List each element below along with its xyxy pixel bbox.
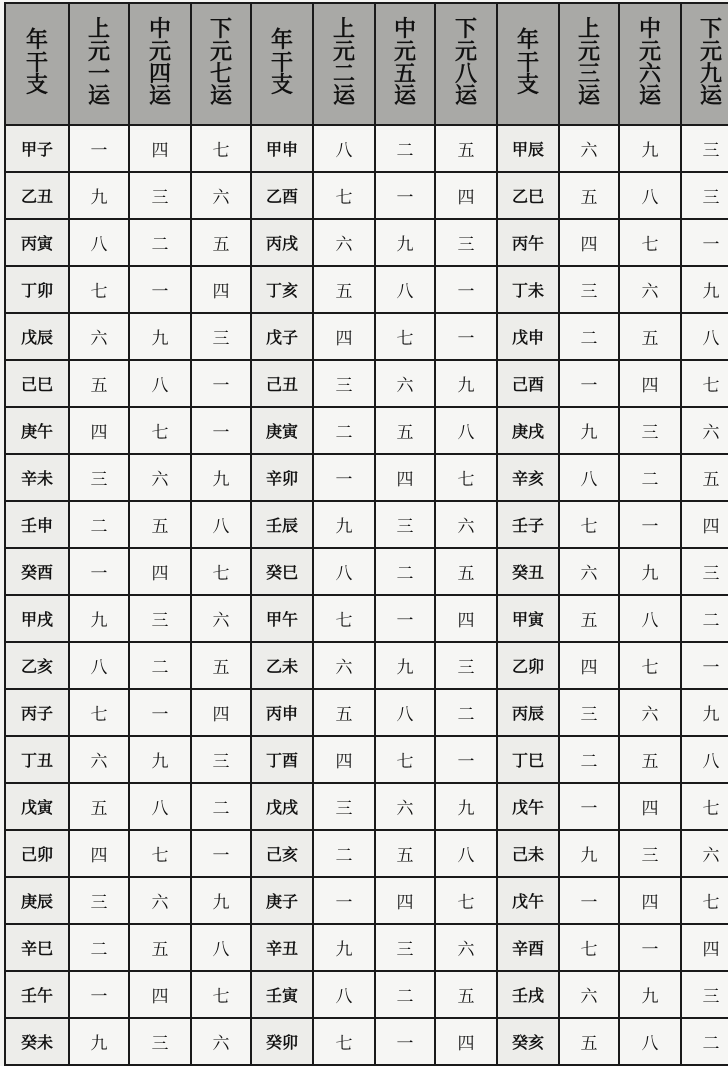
period-number-cell: 五 <box>129 501 191 548</box>
ganzhi-cell: 丁酉 <box>251 736 313 783</box>
ganzhi-cell: 庚辰 <box>5 877 69 924</box>
ganzhi-cell: 壬辰 <box>251 501 313 548</box>
header-label: 下元八运 <box>454 17 477 110</box>
table-row <box>5 924 728 971</box>
period-number-cell: 六 <box>313 219 375 266</box>
period-number-cell: 二 <box>559 736 619 783</box>
period-number-cell: 五 <box>619 736 681 783</box>
ganzhi-cell: 庚午 <box>5 407 69 454</box>
table-row <box>5 783 728 830</box>
period-number-cell: 四 <box>559 642 619 689</box>
period-number-cell: 七 <box>313 595 375 642</box>
period-number-cell: 一 <box>375 172 435 219</box>
ganzhi-cell: 乙未 <box>251 642 313 689</box>
ganzhi-cell: 丁未 <box>497 266 559 313</box>
period-number-cell: 七 <box>313 1018 375 1065</box>
period-number-cell: 四 <box>69 407 129 454</box>
period-number-cell: 六 <box>559 548 619 595</box>
period-number-cell: 七 <box>681 783 728 830</box>
table-row <box>5 642 728 689</box>
header-label: 年干支 <box>516 28 539 99</box>
period-number-cell: 三 <box>129 1018 191 1065</box>
period-number-cell: 七 <box>69 266 129 313</box>
period-number-cell: 九 <box>375 219 435 266</box>
period-number-cell: 八 <box>375 266 435 313</box>
period-number-cell: 四 <box>191 689 251 736</box>
period-number-cell: 九 <box>129 313 191 360</box>
period-number-cell: 二 <box>313 407 375 454</box>
table-row <box>5 971 728 1018</box>
header-label: 年干支 <box>270 28 293 99</box>
period-number-cell: 八 <box>129 783 191 830</box>
period-number-cell: 六 <box>435 924 497 971</box>
period-number-cell: 五 <box>559 1018 619 1065</box>
header-cell-middle-5 <box>375 3 435 125</box>
period-number-cell: 一 <box>191 830 251 877</box>
ganzhi-cell: 丙午 <box>497 219 559 266</box>
period-number-cell: 一 <box>375 595 435 642</box>
ganzhi-cell: 戊子 <box>251 313 313 360</box>
header-label: 上元一运 <box>87 17 110 110</box>
period-number-cell: 六 <box>619 266 681 313</box>
period-number-cell: 八 <box>619 595 681 642</box>
ganzhi-cell: 壬子 <box>497 501 559 548</box>
ganzhi-cell: 乙丑 <box>5 172 69 219</box>
period-number-cell: 七 <box>559 924 619 971</box>
table-row <box>5 1018 728 1065</box>
period-number-cell: 五 <box>129 924 191 971</box>
ganzhi-cell: 庚寅 <box>251 407 313 454</box>
period-number-cell: 八 <box>619 1018 681 1065</box>
period-number-cell: 八 <box>435 407 497 454</box>
ganzhi-cell: 壬午 <box>5 971 69 1018</box>
ganzhi-cell: 辛丑 <box>251 924 313 971</box>
period-number-cell: 四 <box>619 877 681 924</box>
ganzhi-cell: 丙寅 <box>5 219 69 266</box>
period-number-cell: 四 <box>375 454 435 501</box>
ganzhi-cell: 己酉 <box>497 360 559 407</box>
table-row <box>5 313 728 360</box>
period-number-cell: 四 <box>681 924 728 971</box>
table-row <box>5 595 728 642</box>
ganzhi-cell: 丙戌 <box>251 219 313 266</box>
table-row <box>5 548 728 595</box>
period-number-cell: 六 <box>69 313 129 360</box>
period-number-cell: 九 <box>69 172 129 219</box>
header-label: 下元九运 <box>699 17 722 110</box>
header-label: 下元七运 <box>209 17 232 110</box>
period-number-cell: 二 <box>313 830 375 877</box>
period-number-cell: 一 <box>129 689 191 736</box>
period-number-cell: 四 <box>681 501 728 548</box>
period-number-cell: 三 <box>559 266 619 313</box>
period-number-cell: 一 <box>435 266 497 313</box>
period-number-cell: 三 <box>129 172 191 219</box>
period-number-cell: 一 <box>559 877 619 924</box>
period-number-cell: 九 <box>619 548 681 595</box>
period-number-cell: 五 <box>69 360 129 407</box>
period-number-cell: 九 <box>191 454 251 501</box>
header-cell-year-ganzhi-1 <box>5 3 69 125</box>
ganzhi-cell: 癸亥 <box>497 1018 559 1065</box>
ganzhi-cell: 辛亥 <box>497 454 559 501</box>
period-number-cell: 四 <box>191 266 251 313</box>
period-number-cell: 三 <box>681 172 728 219</box>
ganzhi-cell: 戊辰 <box>5 313 69 360</box>
ganzhi-cell: 戊午 <box>497 877 559 924</box>
header-row <box>5 3 728 125</box>
period-number-cell: 一 <box>191 360 251 407</box>
period-number-cell: 一 <box>619 924 681 971</box>
period-number-cell: 六 <box>619 689 681 736</box>
period-number-cell: 二 <box>681 1018 728 1065</box>
period-number-cell: 五 <box>435 548 497 595</box>
period-number-cell: 六 <box>435 501 497 548</box>
period-number-cell: 五 <box>435 125 497 172</box>
ganzhi-cell: 乙酉 <box>251 172 313 219</box>
period-number-cell: 二 <box>435 689 497 736</box>
period-number-cell: 三 <box>559 689 619 736</box>
period-number-cell: 九 <box>559 407 619 454</box>
period-number-cell: 九 <box>69 1018 129 1065</box>
period-number-cell: 九 <box>619 125 681 172</box>
ganzhi-cell: 甲寅 <box>497 595 559 642</box>
table-row <box>5 689 728 736</box>
period-number-cell: 六 <box>191 595 251 642</box>
period-number-cell: 二 <box>69 501 129 548</box>
header-cell-middle-6 <box>619 3 681 125</box>
header-cell-middle-4 <box>129 3 191 125</box>
ganzhi-cell: 丁卯 <box>5 266 69 313</box>
period-number-cell: 二 <box>129 219 191 266</box>
ganzhi-cell: 己亥 <box>251 830 313 877</box>
header-cell-year-ganzhi-2 <box>251 3 313 125</box>
period-number-cell: 二 <box>681 595 728 642</box>
period-number-cell: 一 <box>313 877 375 924</box>
period-number-cell: 一 <box>619 501 681 548</box>
header-label: 年干支 <box>25 28 48 99</box>
period-number-cell: 二 <box>191 783 251 830</box>
period-number-cell: 八 <box>435 830 497 877</box>
table-row <box>5 877 728 924</box>
table-row <box>5 266 728 313</box>
period-number-cell: 七 <box>435 877 497 924</box>
period-number-cell: 一 <box>681 219 728 266</box>
period-number-cell: 九 <box>435 360 497 407</box>
ganzhi-cell: 乙亥 <box>5 642 69 689</box>
period-number-cell: 九 <box>681 689 728 736</box>
period-number-cell: 六 <box>681 830 728 877</box>
header-cell-lower-8 <box>435 3 497 125</box>
ganzhi-cell: 丁丑 <box>5 736 69 783</box>
period-number-cell: 四 <box>129 971 191 1018</box>
period-number-cell: 七 <box>69 689 129 736</box>
ganzhi-cell: 辛酉 <box>497 924 559 971</box>
period-number-cell: 九 <box>619 971 681 1018</box>
period-number-cell: 三 <box>375 924 435 971</box>
header-cell-upper-1 <box>69 3 129 125</box>
period-number-cell: 三 <box>681 548 728 595</box>
period-number-cell: 二 <box>375 125 435 172</box>
period-number-cell: 七 <box>619 642 681 689</box>
ganzhi-cell: 癸丑 <box>497 548 559 595</box>
year-stem-branch-period-table <box>4 2 722 1054</box>
period-number-cell: 五 <box>69 783 129 830</box>
period-number-cell: 六 <box>559 971 619 1018</box>
period-number-cell: 五 <box>191 219 251 266</box>
period-number-cell: 九 <box>191 877 251 924</box>
ganzhi-cell: 戊寅 <box>5 783 69 830</box>
period-number-cell: 六 <box>191 1018 251 1065</box>
period-number-cell: 七 <box>559 501 619 548</box>
ganzhi-cell: 辛巳 <box>5 924 69 971</box>
period-number-cell: 一 <box>129 266 191 313</box>
ganzhi-cell: 甲午 <box>251 595 313 642</box>
period-number-cell: 三 <box>619 407 681 454</box>
period-number-cell: 一 <box>559 360 619 407</box>
period-number-cell: 七 <box>375 313 435 360</box>
period-number-cell: 四 <box>313 736 375 783</box>
ganzhi-cell: 壬戌 <box>497 971 559 1018</box>
period-number-cell: 五 <box>375 830 435 877</box>
period-number-cell: 三 <box>129 595 191 642</box>
period-number-cell: 八 <box>375 689 435 736</box>
period-number-cell: 一 <box>69 971 129 1018</box>
period-number-cell: 五 <box>313 689 375 736</box>
table-row <box>5 501 728 548</box>
period-number-cell: 五 <box>559 595 619 642</box>
header-cell-lower-9 <box>681 3 728 125</box>
header-label: 上元三运 <box>577 17 600 110</box>
period-number-cell: 八 <box>69 219 129 266</box>
period-number-cell: 九 <box>559 830 619 877</box>
period-number-cell: 六 <box>375 783 435 830</box>
period-number-cell: 八 <box>681 313 728 360</box>
period-number-cell: 九 <box>375 642 435 689</box>
period-number-cell: 八 <box>69 642 129 689</box>
period-number-cell: 四 <box>559 219 619 266</box>
ganzhi-cell: 己丑 <box>251 360 313 407</box>
period-number-cell: 三 <box>191 736 251 783</box>
period-number-cell: 三 <box>313 783 375 830</box>
ganzhi-cell: 丁巳 <box>497 736 559 783</box>
header-cell-upper-3 <box>559 3 619 125</box>
ganzhi-cell: 丁亥 <box>251 266 313 313</box>
ganzhi-cell: 甲子 <box>5 125 69 172</box>
period-number-cell: 一 <box>435 313 497 360</box>
period-number-cell: 四 <box>129 125 191 172</box>
period-number-cell: 四 <box>129 548 191 595</box>
table-row <box>5 219 728 266</box>
ganzhi-cell: 戊午 <box>497 783 559 830</box>
ganzhi-cell: 己巳 <box>5 360 69 407</box>
period-number-cell: 三 <box>313 360 375 407</box>
period-number-cell: 三 <box>435 219 497 266</box>
period-number-cell: 五 <box>435 971 497 1018</box>
period-number-cell: 四 <box>435 595 497 642</box>
ganzhi-cell: 甲戌 <box>5 595 69 642</box>
period-number-cell: 七 <box>375 736 435 783</box>
period-number-cell: 八 <box>313 125 375 172</box>
period-number-cell: 八 <box>191 924 251 971</box>
period-number-cell: 二 <box>69 924 129 971</box>
period-number-cell: 一 <box>69 548 129 595</box>
ganzhi-cell: 庚子 <box>251 877 313 924</box>
period-number-cell: 九 <box>313 501 375 548</box>
period-number-cell: 六 <box>559 125 619 172</box>
period-number-cell: 八 <box>313 548 375 595</box>
period-number-cell: 二 <box>619 454 681 501</box>
table-row <box>5 736 728 783</box>
ganzhi-cell: 壬申 <box>5 501 69 548</box>
period-number-cell: 四 <box>435 172 497 219</box>
ganzhi-cell: 癸卯 <box>251 1018 313 1065</box>
ganzhi-cell: 壬寅 <box>251 971 313 1018</box>
period-number-cell: 三 <box>69 454 129 501</box>
period-number-cell: 四 <box>313 313 375 360</box>
period-number-cell: 五 <box>313 266 375 313</box>
ganzhi-cell: 癸酉 <box>5 548 69 595</box>
period-number-cell: 六 <box>129 877 191 924</box>
period-number-cell: 一 <box>681 642 728 689</box>
period-number-cell: 四 <box>375 877 435 924</box>
period-number-cell: 一 <box>559 783 619 830</box>
ganzhi-cell: 己卯 <box>5 830 69 877</box>
period-number-cell: 五 <box>191 642 251 689</box>
ganzhi-cell: 甲辰 <box>497 125 559 172</box>
period-number-cell: 三 <box>69 877 129 924</box>
table-row <box>5 830 728 877</box>
period-number-cell: 三 <box>435 642 497 689</box>
period-number-cell: 八 <box>681 736 728 783</box>
ganzhi-cell: 戊戌 <box>251 783 313 830</box>
period-number-cell: 九 <box>313 924 375 971</box>
period-number-cell: 三 <box>681 125 728 172</box>
table-row <box>5 407 728 454</box>
ganzhi-cell: 己未 <box>497 830 559 877</box>
period-number-cell: 七 <box>129 407 191 454</box>
ganzhi-cell: 癸巳 <box>251 548 313 595</box>
table-row <box>5 360 728 407</box>
header-label: 中元六运 <box>638 17 661 110</box>
period-number-cell: 三 <box>375 501 435 548</box>
header-cell-year-ganzhi-3 <box>497 3 559 125</box>
table-row <box>5 172 728 219</box>
period-number-cell: 一 <box>191 407 251 454</box>
period-number-cell: 六 <box>191 172 251 219</box>
table-row <box>5 125 728 172</box>
period-number-cell: 四 <box>69 830 129 877</box>
period-number-cell: 七 <box>313 172 375 219</box>
period-number-cell: 二 <box>375 971 435 1018</box>
period-number-cell: 八 <box>619 172 681 219</box>
period-number-cell: 三 <box>681 971 728 1018</box>
period-number-cell: 三 <box>619 830 681 877</box>
period-number-cell: 一 <box>435 736 497 783</box>
header-cell-lower-7 <box>191 3 251 125</box>
period-number-cell: 七 <box>681 360 728 407</box>
period-number-cell: 四 <box>619 360 681 407</box>
table-row <box>5 454 728 501</box>
ganzhi-cell: 乙巳 <box>497 172 559 219</box>
header-label: 上元二运 <box>332 17 355 110</box>
ganzhi-cell: 庚戌 <box>497 407 559 454</box>
period-number-cell: 二 <box>559 313 619 360</box>
period-number-cell: 一 <box>313 454 375 501</box>
ganzhi-cell: 丙申 <box>251 689 313 736</box>
header-label: 中元五运 <box>393 17 416 110</box>
period-number-cell: 六 <box>129 454 191 501</box>
period-number-cell: 七 <box>191 548 251 595</box>
period-number-cell: 六 <box>69 736 129 783</box>
period-number-cell: 九 <box>69 595 129 642</box>
ganzhi-cell: 辛未 <box>5 454 69 501</box>
header-cell-upper-2 <box>313 3 375 125</box>
ganzhi-cell: 乙卯 <box>497 642 559 689</box>
period-number-cell: 六 <box>681 407 728 454</box>
period-number-cell: 五 <box>619 313 681 360</box>
ganzhi-cell: 丙辰 <box>497 689 559 736</box>
period-number-cell: 八 <box>129 360 191 407</box>
table-body <box>5 125 728 1065</box>
period-number-cell: 二 <box>375 548 435 595</box>
ganzhi-cell: 丙子 <box>5 689 69 736</box>
period-number-cell: 八 <box>559 454 619 501</box>
period-number-cell: 六 <box>375 360 435 407</box>
period-number-cell: 二 <box>129 642 191 689</box>
period-number-cell: 九 <box>681 266 728 313</box>
ganzhi-cell: 癸未 <box>5 1018 69 1065</box>
period-number-cell: 五 <box>375 407 435 454</box>
period-number-cell: 三 <box>191 313 251 360</box>
period-number-cell: 七 <box>129 830 191 877</box>
period-number-cell: 八 <box>313 971 375 1018</box>
period-number-cell: 七 <box>681 877 728 924</box>
period-number-cell: 七 <box>619 219 681 266</box>
ganzhi-cell: 辛卯 <box>251 454 313 501</box>
data-table <box>4 2 728 1066</box>
period-number-cell: 七 <box>435 454 497 501</box>
period-number-cell: 九 <box>129 736 191 783</box>
period-number-cell: 五 <box>559 172 619 219</box>
period-number-cell: 一 <box>69 125 129 172</box>
period-number-cell: 七 <box>191 125 251 172</box>
period-number-cell: 七 <box>191 971 251 1018</box>
period-number-cell: 一 <box>375 1018 435 1065</box>
period-number-cell: 四 <box>435 1018 497 1065</box>
header-label: 中元四运 <box>148 17 171 110</box>
period-number-cell: 四 <box>619 783 681 830</box>
period-number-cell: 九 <box>435 783 497 830</box>
period-number-cell: 八 <box>191 501 251 548</box>
ganzhi-cell: 甲申 <box>251 125 313 172</box>
period-number-cell: 六 <box>313 642 375 689</box>
ganzhi-cell: 戊申 <box>497 313 559 360</box>
period-number-cell: 五 <box>681 454 728 501</box>
